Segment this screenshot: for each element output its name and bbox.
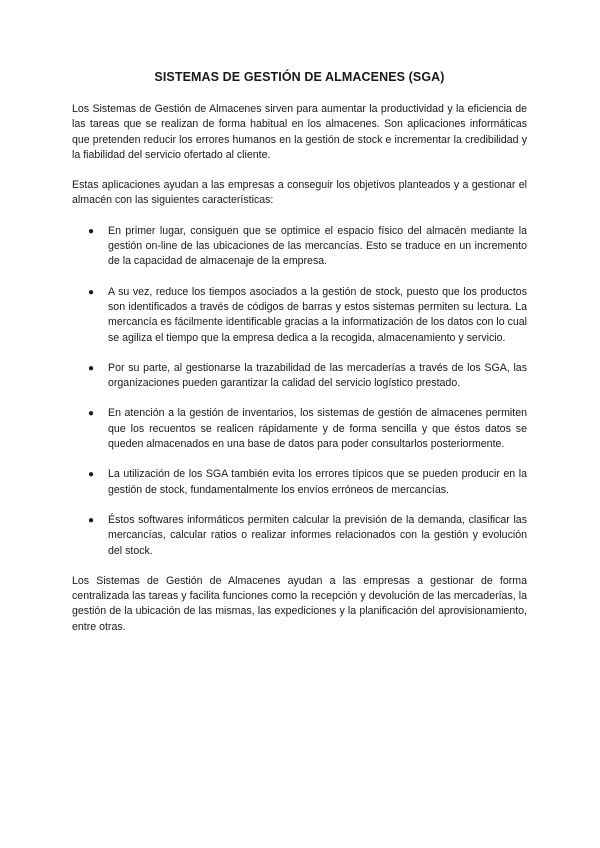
bullet-icon: ● [88, 514, 95, 526]
list-item [72, 406, 527, 452]
document-title: SISTEMAS DE GESTIÓN DE ALMACENES (SGA) [154, 70, 445, 84]
list-item-text: Éstos softwares informáticos permiten calcular la previsión de la demanda, clasificar las mercancías, calcular ratios o realizar informes relacionados con la gestión y evolución del stock. [108, 513, 527, 557]
list-item-text: Por su parte, al gestionarse la trazabilidad de las mercaderías a través de los SGA, las organizaciones pueden garantizar la calidad del servicio logístico prestado. [108, 361, 527, 390]
list-item-text: A su vez, reduce los tiempos asociados a la gestión de stock, puesto que los productos son identificados a través de códigos de barras y estos sistemas permiten su lectura. La mercancía es fácilmente identificable gracias a la informatización de los datos con lo cual se agiliza el tiempo que la empresa dedica a la recogida, almacenamiento y servicio. [108, 285, 527, 344]
bullet-icon: ● [88, 362, 95, 374]
list-item [72, 285, 527, 346]
closing-paragraph: Los Sistemas de Gestión de Almacenes ayudan a las empresas a gestionar de forma centralizada las tareas y facilita funciones como la recepción y devolución de las mercaderías, la gestión de la ubicación de las mismas, las expediciones y la planificación del aprovisionamiento, entre otras. [72, 574, 527, 633]
bullet-icon: ● [88, 225, 95, 237]
bullet-icon: ● [88, 469, 95, 481]
list-item [72, 361, 527, 392]
intro-paragraph: Los Sistemas de Gestión de Almacenes sirven para aumentar la productividad y la eficiencia de las tareas que se realizan de forma habitual en los almacenes. Son aplicaciones informáticas que pretenden reducir los errores humanos en la gestión de stock e incrementar la credibilidad y la fiabilidad del servicio ofertado al cliente. [72, 103, 527, 161]
bullet-icon: ● [88, 286, 95, 298]
characteristics-list [72, 224, 527, 559]
list-item [72, 467, 527, 498]
lead-paragraph: Estas aplicaciones ayudan a las empresas a conseguir los objetivos planteados y a gestionar el almacén con las siguientes características: [72, 179, 527, 207]
list-item-text: En atención a la gestión de inventarios, los sistemas de gestión de almacenes permiten que los recuentos se realicen rápidamente y de forma sencilla y que éstos datos se queden almacenados en una base de datos para poder consultarlos posteriormente. [108, 407, 527, 451]
document-page [72, 70, 527, 650]
list-item-text: La utilización de los SGA también evita los errores típicos que se pueden producir en la gestión de stock, fundamentalmente los envíos erróneos de mercancías. [108, 468, 527, 496]
bullet-icon: ● [88, 408, 95, 420]
list-item [72, 224, 527, 270]
list-item-text: En primer lugar, consiguen que se optimice el espacio físico del almacén mediante la gestión on-line de las ubicaciones de las mercancías. Esto se traduce en un incremento de la capacidad de almacenaje de la empresa. [108, 224, 527, 268]
list-item [72, 513, 527, 559]
